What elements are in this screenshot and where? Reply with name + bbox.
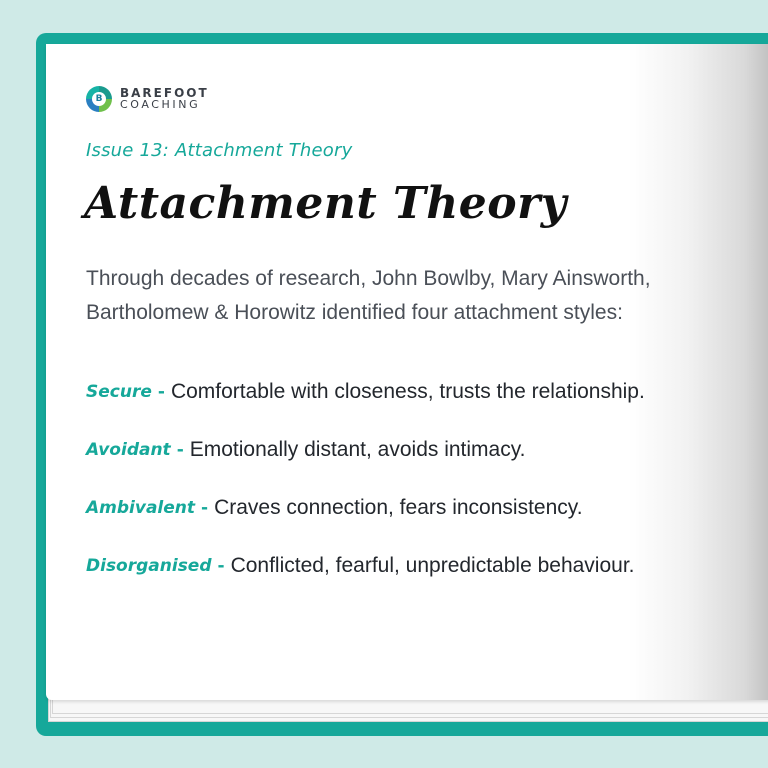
list-item (86, 363, 746, 421)
page-title: Attachment Theory (84, 178, 567, 229)
intro-line-2: Bartholomew & Horowitz identified four attachment styles: (86, 301, 623, 324)
attachment-styles-list (86, 363, 746, 595)
style-name: Ambivalent (86, 498, 196, 518)
style-description: Conflicted, fearful, unpredictable behaviour. (230, 554, 635, 577)
logo-mark-icon (86, 86, 112, 112)
list-item (86, 479, 746, 537)
style-separator: - (217, 556, 225, 576)
intro-line-1: Through decades of research, John Bowlby, Mary Ainsworth, (86, 267, 651, 290)
style-name: Disorganised (86, 556, 212, 576)
logo-text (120, 87, 209, 111)
logo-name-line2: COACHING (120, 98, 201, 111)
intro-paragraph (86, 262, 746, 330)
issue-label: Issue 13: Attachment Theory (86, 140, 353, 161)
style-description: Emotionally distant, avoids intimacy. (189, 438, 526, 461)
style-separator: - (176, 440, 184, 460)
list-item (86, 537, 746, 595)
brand-logo (86, 86, 209, 112)
logo-mark-letter: B (92, 92, 106, 106)
list-item (86, 421, 746, 479)
style-name: Avoidant (86, 440, 171, 460)
style-separator: - (157, 382, 165, 402)
style-separator: - (201, 498, 209, 518)
logo-name-line1: BAREFOOT (120, 86, 209, 100)
style-name: Secure (86, 382, 152, 402)
style-description: Craves connection, fears inconsistency. (214, 496, 583, 519)
style-description: Comfortable with closeness, trusts the relationship. (170, 380, 645, 403)
